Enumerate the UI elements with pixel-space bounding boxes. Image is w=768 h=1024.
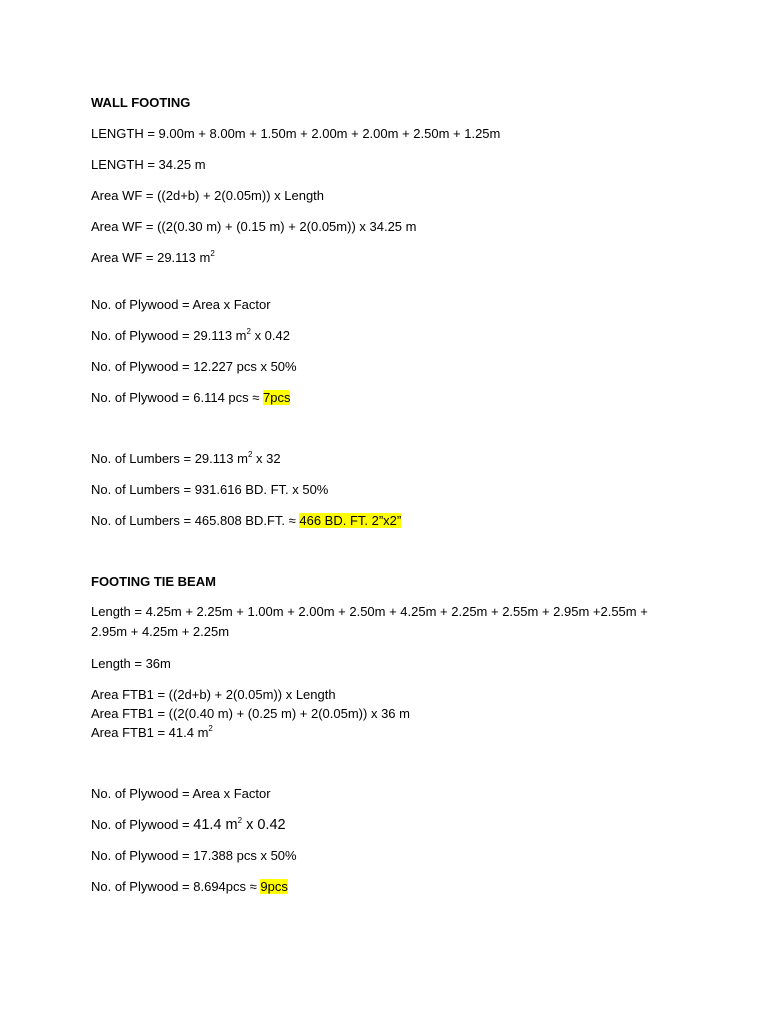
ftb-length-result: Length = 36m: [91, 656, 171, 671]
ftb-length-formula: Length = 4.25m + 2.25m + 1.00m + 2.00m + 2.50m + 4.25m + 2.25m + 2.55m + 2.95m +2.55m + 2.95m + 4.25m + 2.25m: [91, 604, 648, 639]
ftb-plywood-step3: No. of Plywood = 8.694pcs ≈ 9pcs: [91, 879, 288, 894]
footing-tie-beam-heading: FOOTING TIE BEAM: [91, 574, 216, 589]
wall-footing-heading: WALL FOOTING: [91, 95, 191, 110]
ftb-plywood-step2: No. of Plywood = 17.388 pcs x 50%: [91, 848, 297, 863]
wf-length-formula: LENGTH = 9.00m + 8.00m + 1.50m + 2.00m + 2.00m + 2.50m + 1.25m: [91, 126, 501, 141]
wf-plywood-formula: No. of Plywood = Area x Factor: [91, 297, 271, 312]
wf-area-result: Area WF = 29.113 $m^2$: [91, 248, 215, 265]
ftb-plywood-formula: No. of Plywood = Area x Factor: [91, 786, 271, 801]
wf-lumbers-step3: No. of Lumbers = 465.808 BD.FT. ≈ 466 BD. FT. 2”x2”: [91, 513, 402, 528]
ftb-plywood-step1: No. of Plywood = 41.4 $m^2$ x 0.42: [91, 815, 286, 833]
wf-lumbers-step2: No. of Lumbers = 931.616 BD. FT. x 50%: [91, 482, 329, 497]
wf-plywood-step3: No. of Plywood = 6.114 pcs ≈ 7pcs: [91, 390, 291, 405]
ftb-area-result: Area FTB1 = 41.4 $m^2$: [91, 723, 213, 740]
wf-plywood-step1: No. of Plywood = 29.113 $m^2$ x 0.42: [91, 326, 290, 343]
wf-lumbers-step1: No. of Lumbers = 29.113 $m^2$ x 32: [91, 449, 281, 466]
ftb-area-substituted: Area FTB1 = ((2(0.40 m) + (0.25 m) + 2(0.05m)) x 36 m: [91, 706, 410, 721]
ftb-area-formula: Area FTB1 = ((2d+b) + 2(0.05m)) x Length: [91, 687, 336, 702]
wf-length-result: LENGTH = 34.25 m: [91, 157, 206, 172]
wf-lumbers-answer: 466 BD. FT. 2”x2”: [299, 513, 402, 528]
wf-area-substituted: Area WF = ((2(0.30 m) + (0.15 m) + 2(0.05m)) x 34.25 m: [91, 219, 417, 234]
wf-plywood-step2: No. of Plywood = 12.227 pcs x 50%: [91, 359, 297, 374]
wf-plywood-answer: 7pcs: [263, 390, 291, 405]
ftb-plywood-answer: 9pcs: [260, 879, 288, 894]
wf-area-formula: Area WF = ((2d+b) + 2(0.05m)) x Length: [91, 188, 325, 203]
